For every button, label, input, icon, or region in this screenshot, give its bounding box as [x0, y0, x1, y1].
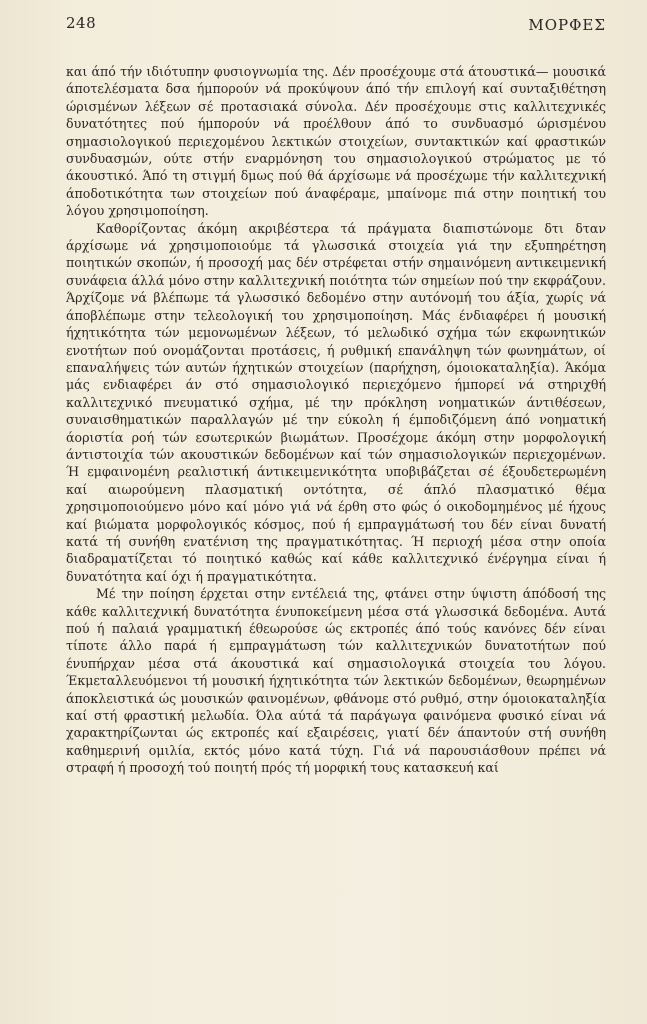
paragraph-2: Καθορίζοντας άκόμη ακριβέστερα τά πράγματα διαπιστώνομε δτι δταν άρχίσωμε νά χρησιμοποιούμε τά γλωσσικά στοιχεία γιά την εξυπηρέτηση ποιητικών σκοπών, ή προσοχή μας δέν στρέφεται στήν σημαινόμενη αντικειμενική συνάφεια άλλά μόνο στην καλλιτεχνική ποιότητα τών σημείων πού την εκφράζουν. Άρχίζομε νά βλέπωμε τά γλωσσικό δεδομένο στην αυτόνομή του άξία, χωρίς νά άποβλέπωμε στην τελεολογική του χρησιμοποίηση. Μάς ένδιαφέρει ή μουσική ήχητικότητα τών μεμονωμένων λέξεων, τό μελωδικό σχήμα τών εκφωνητικών ενοτήτων πού ονομάζονται προτάσεις, ή ρυθμική επανάληψη τών φωνημάτων, οί επαναλήψεις τών αυτών ήχητικών στοιχείων (παρήχηση, όμοιοκαταληξία). Άκόμα μάς ενδιαφέρει άν στό σημασιολογικό περιεχόμενο ήμπορεί νά στηριχθή καλλιτεχνικό πνευματικό σχήμα, μέ την πρόκληση νοηματικών άντιθέσεων, συναισθηματικών παραλλαγών μέ την εύκολη ή έμποδιζόμενη άπό νοηματική άοριστία ροή τών εσωτερικών βιωμάτων. Προσέχομε άκόμη στην μορφολογική άντιστοιχία τών ακουστικών δεδομένων καί τών σημασιολογικών περιεχομένων. Ή εμφαινομένη ρεαλιστική άντικειμενικότητα υποβιβάζεται σέ έξουδετερωμένη καί αιωρούμενη πλασματική οντότητα, σέ άπλό πλασματικό θέμα χρησιμοποιούμενο μόνο καί μόνο γιά νά έρθη στο φώς ό οικοδομημένος μέ ήχους καί βιώματα μορφολογικός κόσμος, πού ή εμπραγμάτωσή του δέν είναι δυνατή κατά τή συνήθη ενατένιση της πραγματικότητας. Ή περιοχή μέσα στην οποία διαδραματίζεται τό ποιητικό καθώς καί κάθε καλλιτεχνικό ένέργημα είναι ή δυνατότητα καί όχι ή πραγματικότητα.	[66, 220, 606, 584]
running-head: ΜΟΡΦΕΣ	[528, 16, 606, 34]
paragraph-1: και άπό τήν ιδιότυπην φυσιογνωμία της. Δέν προσέχουμε στά άτουστικά— μουσικά άποτελέσματα δσα ήμπορούν νά προκύψουν άπό τήν επιλογή καί συνταξιθέτηση ώρισμένων λέξεων σέ προτασιακά σύνολα. Δέν προσέχουμε στις καλλιτεχνικές δυνατότητες πού ήμπορούν νά προέλθουν άπό το συνδυασμό ώρισμένου σημασιολογικού περιεχομένου λεκτικών στοιχείων, συντακτικών καί φραστικών συνδυασμών, ούτε στήν εναρμόνηση του σημασιολογικού στρώματος με τό άκουστικό. Άπό τη στιγμή δμως πού θά άρχίσωμε νά προσέχωμε τήν καλλιτεχνική άποδοτικότητα των στοιχείων πού άναφέραμε, μπαίνομε πιά στην ποιητική του λόγου χρησιμοποίηση.	[66, 64, 606, 219]
page-header	[66, 14, 606, 38]
page-number: 248	[66, 14, 97, 32]
body-text	[66, 63, 606, 1008]
paragraph-3: Μέ την ποίηση έρχεται στην εντέλειά της, φτάνει στην ύψιστη άπόδοσή της κάθε καλλιτεχνική δυνατότητα ένυποκείμενη μέσα στά γλωσσικά δεδομένα. Αυτά πού ή παλαιά γραμματική έθεωρούσε ώς εκτροπές άπό τούς κανόνες δέν είναι τίποτε άλλο παρά ή εμπραγμάτωση τών καλλιτεχνικών δυνατοτήτων πού ένυπήρχαν μέσα στά άκουστικά καί σημασιολογικά στοιχεία του λόγου. Έκμεταλλευόμενοι τή μουσική ήχητικότητα τών λεκτικών δεδομένων, θεωρημένων άποκλειστικά ώς μουσικών φαινομένων, φθάνομε στό ρυθμό, στην όμοιοκαταληξία καί στή φραστική μελωδία. Όλα αύτά τά παράγωγα φαινόμενα φυσικό είναι νά χαρακτηρίζωνται ώς εκτροπές καί εξαιρέσεις, γιατί δέν άπαντούν στή συνήθη καθημερινή ομιλία, εκτός μόνο κατά τύχη. Γιά νά παρουσιάσθουν πρέπει νά στραφή ή προσοχή τού ποιητή πρός τή μορφική τους κατασκευή καί	[66, 586, 606, 776]
